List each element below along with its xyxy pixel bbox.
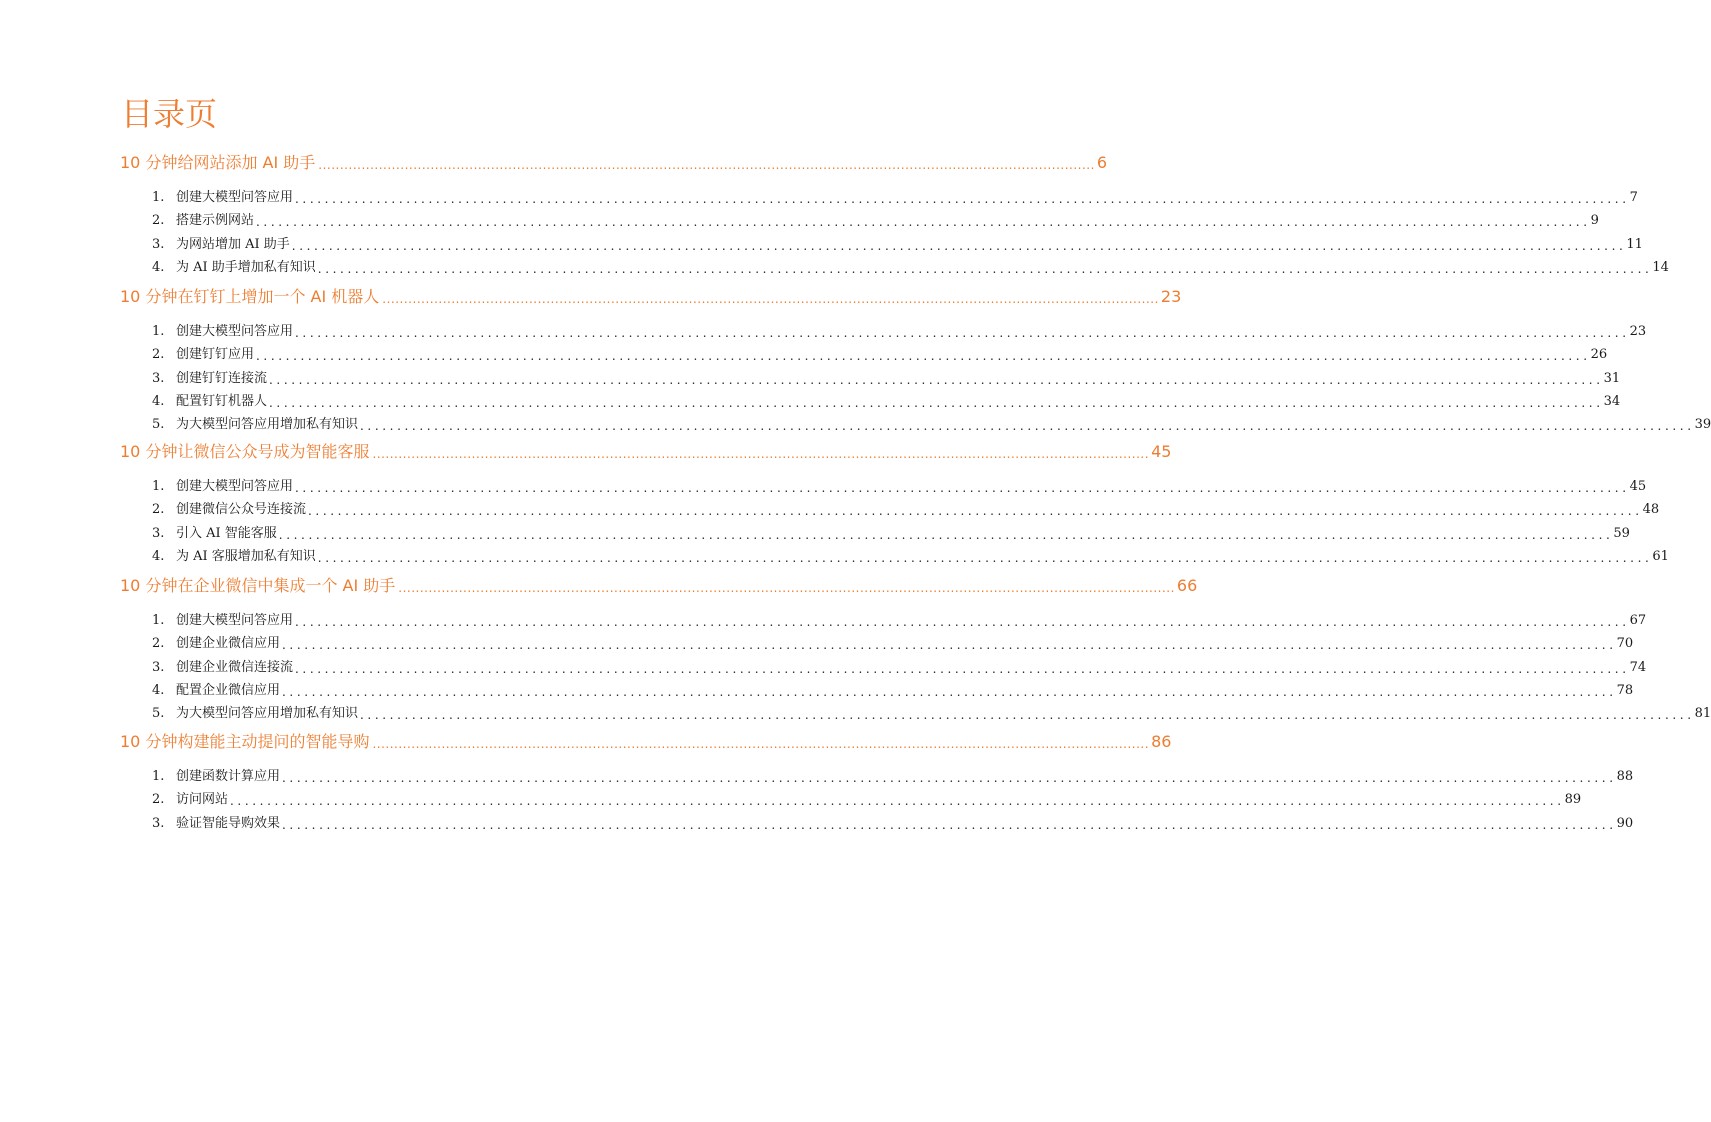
- chapter-title: 10 分钟在企业微信中集成一个 AI 助手: [120, 576, 396, 595]
- dot-leader: ....................................................................................................................................................................................: [360, 418, 1695, 433]
- entry-page-number: 7: [1629, 190, 1638, 206]
- toc-section: [120, 441, 1669, 566]
- entry-title: 引入 AI 智能客服: [176, 525, 277, 541]
- entry-title: 验证智能导购效果: [176, 815, 281, 831]
- toc-entry-link[interactable]: [152, 496, 1660, 519]
- dot-leader: ....................................................................................................................................................................................: [291, 238, 1627, 253]
- entry-number: 2.: [152, 213, 165, 229]
- entry-page-number: 89: [1564, 792, 1582, 808]
- dot-leader: ....................................................................................................................................................................................: [282, 684, 1617, 699]
- dot-leader: ....................................................................................................................................................................................: [282, 817, 1617, 832]
- entry-number: 4.: [152, 259, 165, 275]
- entry-number: 2.: [152, 636, 165, 652]
- entry-page-number: 11: [1626, 236, 1643, 252]
- dot-leader: ....................................................................................................................................................................................: [269, 372, 1604, 387]
- dot-leader: ....................................................................................................................................................................................: [295, 192, 1630, 207]
- entry-number: 3.: [152, 815, 165, 831]
- toc-entry-link[interactable]: [152, 630, 1634, 653]
- dot-leader: ....................................................................................................................................................................................: [282, 771, 1617, 786]
- chapter-title: 10 分钟给网站添加 AI 助手: [120, 153, 316, 172]
- entry-page-number: 39: [1694, 416, 1711, 432]
- toc-entry-link[interactable]: [152, 411, 1711, 434]
- chapter-title: 10 分钟在钉钉上增加一个 AI 机器人: [120, 287, 380, 306]
- toc-entry-list: [120, 318, 1711, 434]
- entry-title: 创建微信公众号连接流: [176, 502, 307, 518]
- entry-title: 创建企业微信连接流: [176, 659, 294, 675]
- entry-title: 创建大模型问答应用: [176, 324, 294, 340]
- entry-number: 4.: [152, 393, 165, 409]
- entry-number: 3.: [152, 659, 165, 675]
- toc-section: [120, 575, 1711, 723]
- entry-title: 配置企业微信应用: [176, 682, 281, 698]
- entry-page-number: 31: [1603, 370, 1621, 386]
- chapter-page-number: 66: [1176, 576, 1198, 595]
- toc-entry-link[interactable]: [152, 809, 1634, 832]
- entry-page-number: 26: [1590, 347, 1608, 363]
- toc-entry-link[interactable]: [152, 388, 1621, 411]
- toc-entry-link[interactable]: [152, 653, 1647, 676]
- dot-leader: ....................................................................................................................................................................................: [295, 326, 1630, 341]
- dot-leader: ....................................................................................................................................................................................: [295, 481, 1630, 496]
- entry-number: 1.: [152, 479, 165, 495]
- chapter-page-number: 23: [1160, 287, 1182, 306]
- entry-page-number: 9: [1590, 213, 1599, 229]
- entry-page-number: 23: [1629, 324, 1647, 340]
- toc-title: 目录页: [121, 95, 218, 133]
- chapter-page-number: 6: [1096, 153, 1108, 172]
- entry-page-number: 45: [1629, 479, 1647, 495]
- toc-entry-link[interactable]: [152, 677, 1634, 700]
- toc-entry-link[interactable]: [152, 364, 1621, 387]
- entry-title: 搭建示例网站: [176, 213, 255, 229]
- dot-leader: ....................................................................................................................................................................................: [372, 737, 1150, 751]
- dot-leader: ....................................................................................................................................................................................: [317, 550, 1653, 565]
- entry-title: 创建大模型问答应用: [176, 479, 294, 495]
- entry-page-number: 90: [1616, 815, 1634, 831]
- toc-entry-link[interactable]: [152, 184, 1638, 207]
- chapter-page-number: 45: [1151, 442, 1172, 461]
- entry-title: 为大模型问答应用增加私有知识: [176, 705, 359, 721]
- dot-leader: ....................................................................................................................................................................................: [282, 638, 1617, 653]
- toc-entry-list: [120, 473, 1669, 566]
- entry-title: 创建函数计算应用: [176, 769, 281, 785]
- entry-title: 创建钉钉连接流: [176, 370, 268, 386]
- entry-title: 创建钉钉应用: [176, 347, 255, 363]
- toc-entry-link[interactable]: [152, 230, 1643, 253]
- toc-entry-link[interactable]: [152, 607, 1647, 630]
- toc-entry-link[interactable]: [152, 519, 1630, 542]
- toc-entry-link[interactable]: [152, 763, 1634, 786]
- dot-leader: ....................................................................................................................................................................................: [295, 615, 1630, 630]
- chapter-title: 10 分钟让微信公众号成为智能客服: [120, 442, 370, 461]
- entry-number: 3.: [152, 370, 165, 386]
- entry-title: 为 AI 客服增加私有知识: [176, 548, 316, 564]
- toc-entry-link[interactable]: [152, 786, 1582, 809]
- toc-section: [120, 286, 1711, 434]
- entry-number: 3.: [152, 236, 165, 252]
- toc-chapter-link[interactable]: [120, 731, 1172, 753]
- entry-title: 创建大模型问答应用: [176, 613, 294, 629]
- toc-entry-list: [120, 763, 1634, 833]
- entry-number: 2.: [152, 502, 165, 518]
- entry-page-number: 14: [1652, 259, 1669, 275]
- entry-title: 配置钉钉机器人: [176, 393, 268, 409]
- dot-leader: ....................................................................................................................................................................................: [360, 707, 1695, 722]
- toc-entry-link[interactable]: [152, 543, 1669, 566]
- entry-title: 创建大模型问答应用: [176, 190, 294, 206]
- toc-section: [120, 731, 1634, 833]
- toc-entry-link[interactable]: [152, 207, 1599, 230]
- entry-number: 1.: [152, 769, 165, 785]
- entry-number: 2.: [152, 347, 165, 363]
- toc-entry-link[interactable]: [152, 700, 1711, 723]
- toc-chapter-link[interactable]: [120, 286, 1182, 308]
- dot-leader: ....................................................................................................................................................................................: [318, 158, 1095, 172]
- entry-page-number: 74: [1629, 659, 1647, 675]
- entry-number: 1.: [152, 324, 165, 340]
- entry-number: 4.: [152, 548, 165, 564]
- toc-entry-link[interactable]: [152, 318, 1647, 341]
- dot-leader: ....................................................................................................................................................................................: [308, 504, 1643, 519]
- chapter-page-number: 86: [1151, 732, 1172, 751]
- entry-number: 4.: [152, 682, 165, 698]
- entry-number: 5.: [152, 705, 165, 721]
- entry-page-number: 67: [1629, 613, 1647, 629]
- dot-leader: ....................................................................................................................................................................................: [269, 395, 1604, 410]
- entry-number: 1.: [152, 190, 165, 206]
- entry-page-number: 88: [1616, 769, 1634, 785]
- entry-title: 为网站增加 AI 助手: [176, 236, 290, 252]
- entry-title: 访问网站: [176, 792, 229, 808]
- dot-leader: ....................................................................................................................................................................................: [256, 215, 1591, 230]
- entry-page-number: 81: [1694, 705, 1711, 721]
- entry-page-number: 59: [1613, 525, 1630, 541]
- toc-chapter-link[interactable]: [120, 152, 1108, 174]
- entry-page-number: 61: [1652, 548, 1669, 564]
- entry-number: 3.: [152, 525, 165, 541]
- entry-page-number: 70: [1616, 636, 1634, 652]
- dot-leader: ....................................................................................................................................................................................: [398, 581, 1175, 595]
- dot-leader: ....................................................................................................................................................................................: [230, 794, 1565, 809]
- toc-entry-link[interactable]: [152, 341, 1608, 364]
- dot-leader: ....................................................................................................................................................................................: [317, 261, 1653, 276]
- entry-page-number: 78: [1616, 682, 1634, 698]
- dot-leader: ....................................................................................................................................................................................: [372, 447, 1150, 461]
- dot-leader: ....................................................................................................................................................................................: [256, 349, 1591, 364]
- entry-number: 1.: [152, 613, 165, 629]
- chapter-title: 10 分钟构建能主动提问的智能导购: [120, 732, 370, 751]
- toc-chapter-link[interactable]: [120, 575, 1198, 597]
- dot-leader: ....................................................................................................................................................................................: [295, 661, 1630, 676]
- dot-leader: ....................................................................................................................................................................................: [382, 292, 1159, 306]
- toc-entry-link[interactable]: [152, 473, 1647, 496]
- dot-leader: ....................................................................................................................................................................................: [278, 527, 1614, 542]
- toc-entry-list: [120, 607, 1711, 723]
- entry-number: 5.: [152, 416, 165, 432]
- entry-page-number: 48: [1642, 502, 1660, 518]
- toc-entry-list: [120, 184, 1669, 277]
- toc-chapter-link[interactable]: [120, 441, 1172, 463]
- toc-entry-link[interactable]: [152, 254, 1669, 277]
- entry-title: 创建企业微信应用: [176, 636, 281, 652]
- entry-title: 为 AI 助手增加私有知识: [176, 259, 316, 275]
- entry-title: 为大模型问答应用增加私有知识: [176, 416, 359, 432]
- entry-number: 2.: [152, 792, 165, 808]
- entry-page-number: 34: [1603, 393, 1621, 409]
- toc-section: [120, 152, 1669, 277]
